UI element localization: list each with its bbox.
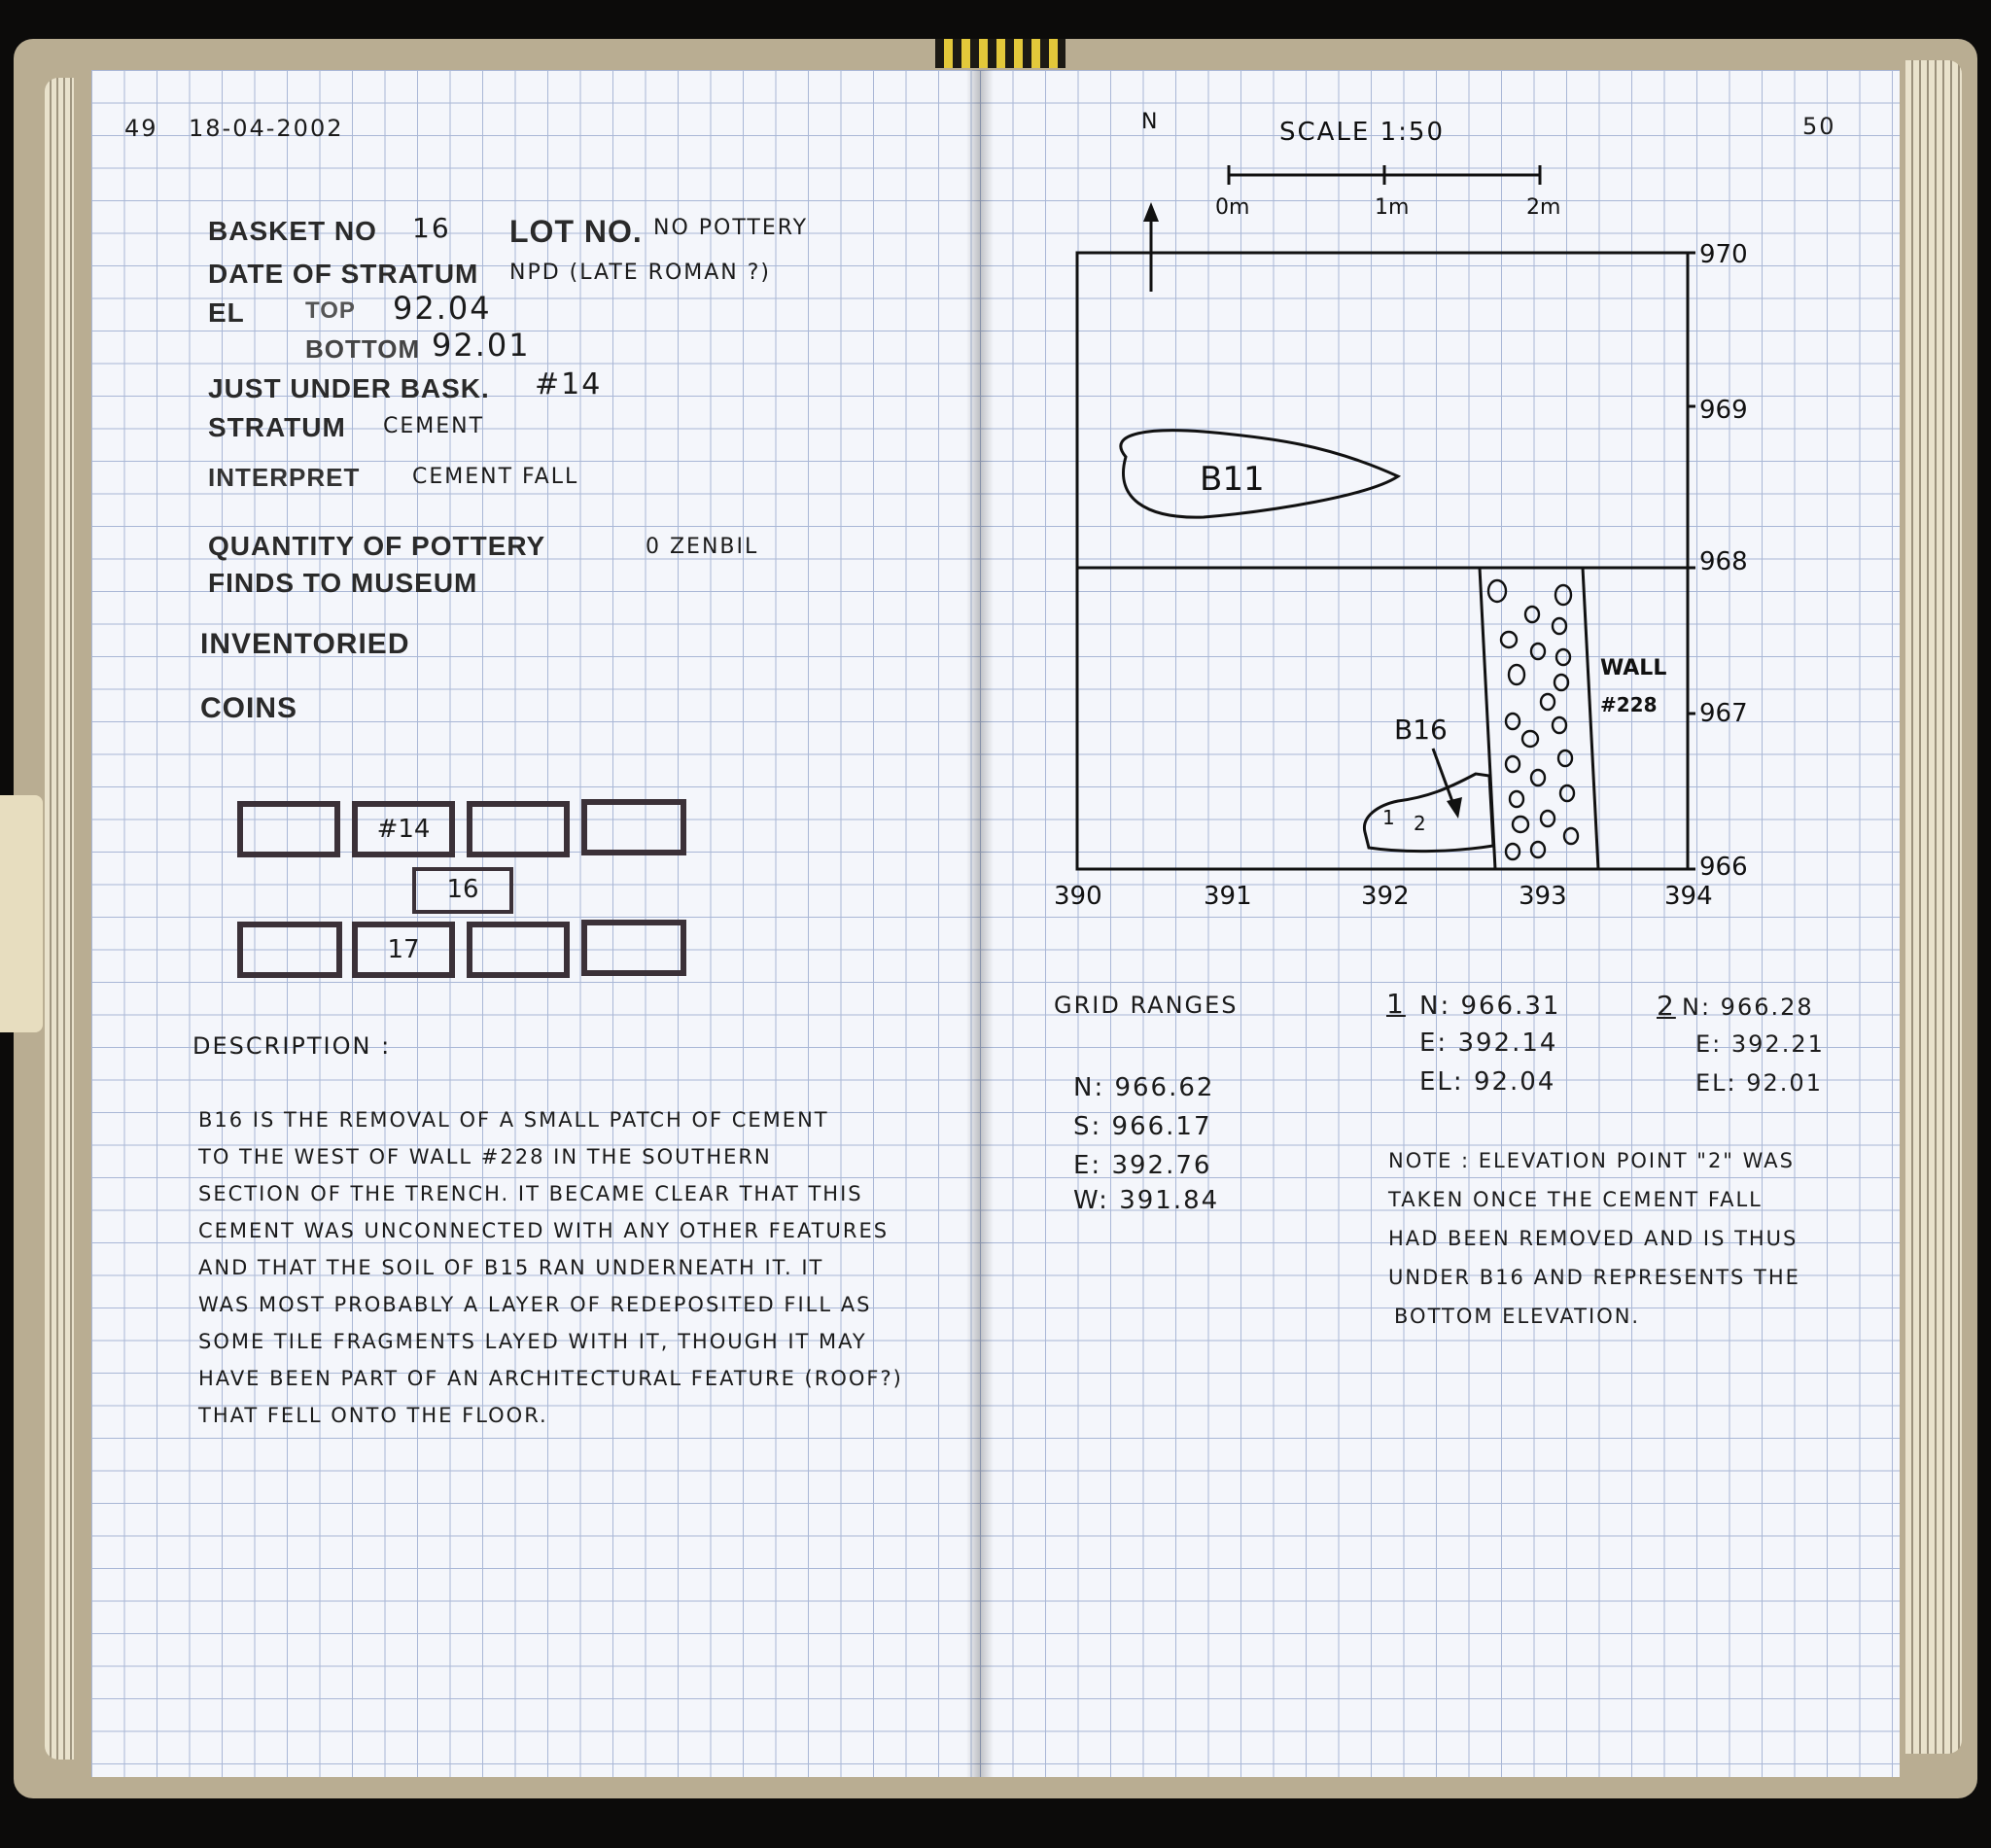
coins-label: COINS xyxy=(200,692,298,724)
note-line: HAD BEEN REMOVED AND IS THUS xyxy=(1388,1227,1799,1250)
date-of-stratum-value: NPD (LATE ROMAN ?) xyxy=(509,261,772,285)
note-line: TAKEN ONCE THE CEMENT FALL xyxy=(1388,1188,1763,1211)
north-arrow-icon xyxy=(1143,202,1159,292)
point-2-easting: E: 392.21 xyxy=(1695,1030,1825,1058)
left-page-number: 49 xyxy=(124,115,158,142)
north-label: N xyxy=(1141,110,1158,134)
quantity-label: QUANTITY OF POTTERY xyxy=(208,531,546,561)
right-page xyxy=(980,70,1900,1777)
northing-969: 969 xyxy=(1699,396,1748,425)
wall-228 xyxy=(1480,568,1598,869)
interpret-value: CEMENT FALL xyxy=(412,465,579,489)
stratum-label: STRATUM xyxy=(208,412,346,442)
relation-box xyxy=(581,799,686,855)
lot-label: LOT NO. xyxy=(509,214,643,249)
page-gutter xyxy=(966,70,994,1777)
note-line: NOTE : ELEVATION POINT "2" WAS xyxy=(1388,1149,1795,1172)
just-under-value: #14 xyxy=(535,367,603,401)
inventoried-label: INVENTORIED xyxy=(200,628,410,660)
easting-394: 394 xyxy=(1664,882,1713,906)
basket-label: BASKET NO xyxy=(208,216,377,246)
note-line: UNDER B16 AND REPRESENTS THE xyxy=(1388,1266,1800,1289)
description-line: B16 IS THE REMOVAL OF A SMALL PATCH OF CEMENT xyxy=(198,1108,829,1132)
point-1-label: 1 xyxy=(1386,988,1406,1020)
northing-968: 968 xyxy=(1699,547,1748,576)
scale-label-2m: 2m xyxy=(1526,195,1561,220)
easting-391: 391 xyxy=(1204,882,1252,906)
plan-point-2: 2 xyxy=(1414,812,1426,835)
el-label: EL xyxy=(208,297,245,328)
top-label: TOP xyxy=(305,297,356,324)
description-line: WAS MOST PROBABLY A LAYER OF REDEPOSITED FILL AS xyxy=(198,1293,872,1316)
description-line: SECTION OF THE TRENCH. IT BECAME CLEAR THAT THIS xyxy=(198,1182,863,1205)
grid-range-e: E: 392.76 xyxy=(1073,1151,1212,1180)
northing-970: 970 xyxy=(1699,240,1748,269)
northing-967: 967 xyxy=(1699,699,1748,728)
grid-range-s: S: 966.17 xyxy=(1073,1112,1212,1141)
easting-392: 392 xyxy=(1361,882,1410,906)
lot-value: NO POTTERY xyxy=(653,216,809,240)
point-1-easting: E: 392.14 xyxy=(1419,1029,1558,1058)
northing-966: 966 xyxy=(1699,853,1748,882)
grid-range-w: W: 391.84 xyxy=(1073,1186,1220,1215)
scale-label-1m: 1m xyxy=(1375,195,1410,220)
point-2-elevation: EL: 92.01 xyxy=(1695,1069,1823,1097)
scale-label-0m: 0m xyxy=(1215,195,1250,220)
description-line: SOME TILE FRAGMENTS LAYED WITH IT, THOUGH IT MAY xyxy=(198,1330,867,1353)
relation-box-below: 17 xyxy=(352,922,455,978)
page-edges-right xyxy=(1905,60,1962,1754)
relation-box xyxy=(581,920,686,976)
note-line: BOTTOM ELEVATION. xyxy=(1394,1305,1641,1328)
grid-range-n: N: 966.62 xyxy=(1073,1073,1215,1102)
basket-value: 16 xyxy=(412,212,451,244)
description-line: HAVE BEEN PART OF AN ARCHITECTURAL FEATURE (ROOF?) xyxy=(198,1367,903,1390)
easting-390: 390 xyxy=(1054,882,1102,906)
relation-box-above: #14 xyxy=(352,801,455,857)
just-under-label: JUST UNDER BASK. xyxy=(208,373,490,403)
point-1-elevation: EL: 92.04 xyxy=(1419,1067,1556,1097)
date-of-stratum-label: DATE OF STRATUM xyxy=(208,259,479,289)
description-line: AND THAT THE SOIL OF B15 RAN UNDERNEATH IT. IT xyxy=(198,1256,824,1279)
bottom-value: 92.01 xyxy=(432,327,531,364)
finds-label: FINDS TO MUSEUM xyxy=(208,568,478,598)
right-page-number: 50 xyxy=(1802,113,1836,140)
plan-point-1: 1 xyxy=(1382,806,1395,829)
bookmark-ribbon xyxy=(935,39,1065,68)
bottom-label: BOTTOM xyxy=(305,334,421,364)
left-page xyxy=(91,70,980,1777)
page-edges-left xyxy=(45,78,74,1760)
elastic-strap xyxy=(0,795,43,1032)
trench-plan-drawing xyxy=(980,70,1900,906)
description-heading: DESCRIPTION : xyxy=(192,1032,392,1060)
point-2-northing: N: 966.28 xyxy=(1682,994,1814,1021)
b16-label: B16 xyxy=(1394,714,1448,746)
description-line: CEMENT WAS UNCONNECTED WITH ANY OTHER FEATURES xyxy=(198,1219,890,1242)
point-2-label: 2 xyxy=(1657,990,1676,1022)
grid-ranges-heading: GRID RANGES xyxy=(1054,992,1239,1019)
relation-box xyxy=(467,801,570,857)
b11-label: B11 xyxy=(1200,460,1265,499)
stratum-value: CEMENT xyxy=(383,414,485,438)
relation-box-current: 16 xyxy=(412,867,513,914)
wall-number: #228 xyxy=(1600,693,1658,716)
scale-bar xyxy=(1229,165,1540,185)
description-line: TO THE WEST OF WALL #228 IN THE SOUTHERN xyxy=(198,1145,772,1168)
scale-title: SCALE 1:50 xyxy=(1279,118,1446,147)
description-line: THAT FELL ONTO THE FLOOR. xyxy=(198,1404,548,1427)
relation-box xyxy=(237,922,342,978)
top-value: 92.04 xyxy=(393,290,492,327)
relation-box xyxy=(237,801,340,857)
wall-label: WALL xyxy=(1600,656,1667,680)
trench-outline xyxy=(1077,253,1695,869)
quantity-value: 0 ZENBIL xyxy=(646,535,759,559)
easting-393: 393 xyxy=(1519,882,1567,906)
entry-date: 18-04-2002 xyxy=(189,115,344,142)
point-1-northing: N: 966.31 xyxy=(1419,992,1561,1021)
interpret-label: INTERPRET xyxy=(208,463,361,492)
relation-box xyxy=(467,922,570,978)
